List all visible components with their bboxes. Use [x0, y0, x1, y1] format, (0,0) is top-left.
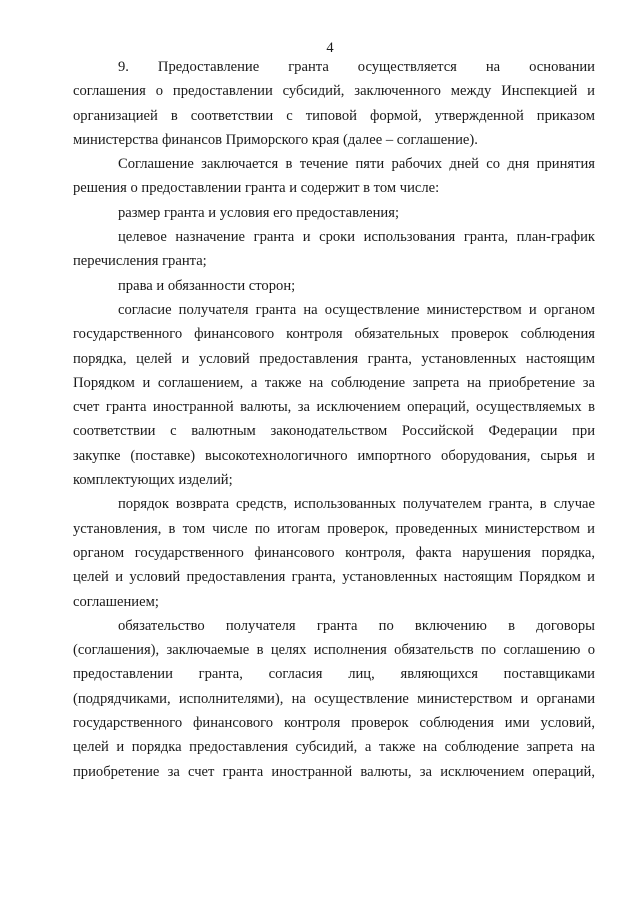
- list-item-line: Порядком и соглашением, а также на соблюдение запрета на приобретение за: [73, 374, 595, 391]
- list-item-line: органом государственного финансового контроля, факта нарушения порядка,: [73, 544, 595, 561]
- paragraph-line: министерства финансов Приморского края (далее – соглашение).: [73, 131, 478, 148]
- list-item-line: государственного финансового контроля проверок соблюдения ими условий,: [73, 715, 595, 732]
- list-item-line: счет гранта иностранной валюты, за исключением операций, осуществляемых в: [73, 399, 595, 416]
- list-item-line: целевое назначение гранта и сроки использования гранта, план-график: [118, 229, 595, 246]
- list-item-line: целей и порядка предоставления субсидий, а также на соблюдение запрета на: [73, 739, 595, 756]
- paragraph-line: Соглашение заключается в течение пяти рабочих дней со дня принятия: [118, 156, 595, 173]
- list-item-line: (соглашения), заключаемые в целях исполнения обязательств по соглашению о: [73, 642, 595, 659]
- list-item-line: государственного финансового контроля обязательных проверок соблюдения: [73, 326, 595, 343]
- paragraph-line: соглашения о предоставлении субсидий, заключенного между Инспекцией и: [73, 83, 595, 100]
- paragraph-line: решения о предоставлении гранта и содержит в том числе:: [73, 180, 440, 197]
- paragraph-line: организацией в соответствии с типовой формой, утвержденной приказом: [73, 107, 595, 124]
- list-item-line: перечисления гранта;: [73, 253, 207, 270]
- list-item-line: порядок возврата средств, использованных получателем гранта, в случае: [118, 496, 595, 513]
- list-item-line: (подрядчиками, исполнителями), на осуществление министерством и органами: [73, 690, 595, 707]
- list-item-line: порядка, целей и условий предоставления гранта, установленных настоящим: [73, 350, 595, 367]
- list-item-line: права и обязанности сторон;: [118, 277, 296, 294]
- list-item-line: комплектующих изделий;: [73, 472, 233, 489]
- list-item-line: предоставлении гранта, согласия лиц, являющихся поставщиками: [73, 666, 595, 683]
- list-item-line: обязательство получателя гранта по включению в договоры: [118, 617, 595, 634]
- list-item-line: размер гранта и условия его предоставления;: [118, 204, 399, 221]
- list-item-line: целей и условий предоставления гранта, установленных настоящим Порядком и: [73, 569, 595, 586]
- paragraph-line: 9. Предоставление гранта осуществляется на основании: [118, 59, 595, 75]
- list-item-line: соглашением;: [73, 593, 159, 610]
- list-item-line: приобретение за счет гранта иностранной валюты, за исключением операций,: [73, 763, 595, 780]
- list-item-line: установления, в том числе по итогам проверок, проведенных министерством и: [73, 520, 595, 537]
- list-item-line: закупке (поставке) высокотехнологичного импортного оборудования, сырья и: [73, 447, 595, 464]
- document-body: [73, 55, 595, 784]
- page-number: 4: [326, 40, 334, 56]
- list-item-line: соответствии с валютным законодательством Российской Федерации при: [73, 423, 595, 440]
- list-item-line: согласие получателя гранта на осуществление министерством и органом: [118, 301, 595, 318]
